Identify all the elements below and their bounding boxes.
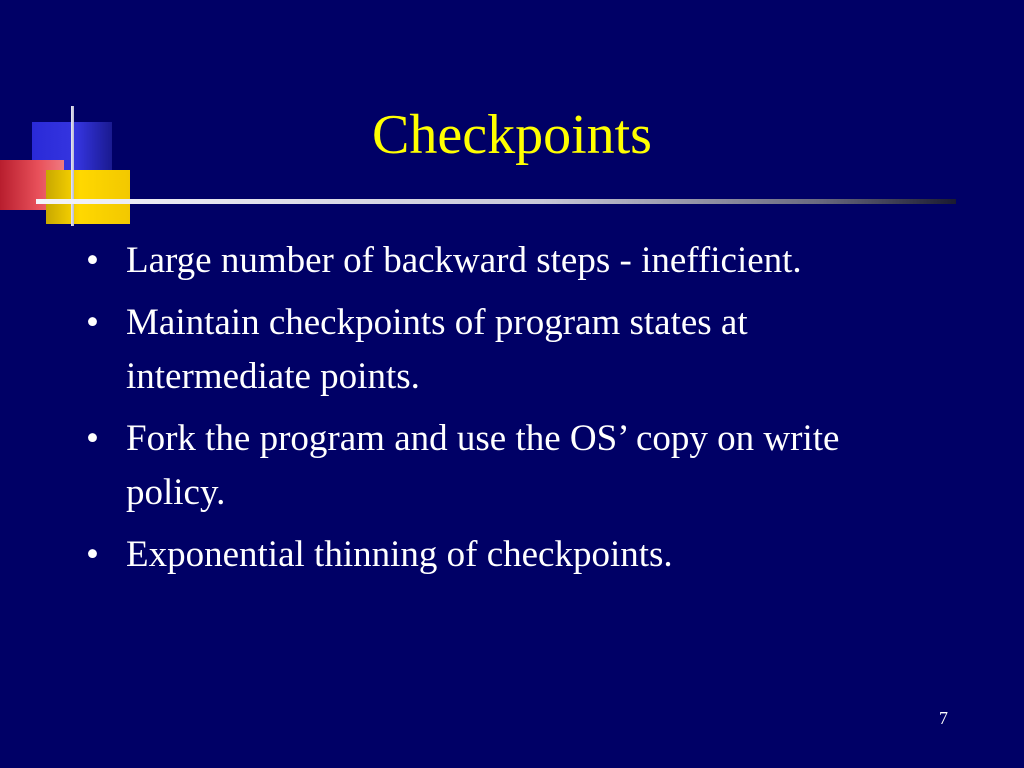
bullet-icon: • (86, 534, 99, 575)
bullet-item (86, 234, 926, 288)
bullet-text: Large number of backward steps - inefficient. (126, 240, 802, 281)
bullet-text: Exponential thinning of checkpoints. (126, 534, 673, 575)
slide-title: Checkpoints (372, 104, 652, 166)
page-number: 7 (939, 708, 948, 728)
bullet-item (86, 528, 926, 582)
bullet-icon: • (86, 418, 99, 459)
bullet-text: Maintain checkpoints of program states at intermediate points. (126, 302, 748, 397)
bullet-icon: • (86, 302, 99, 343)
bullet-item (86, 296, 926, 404)
bullet-list (86, 234, 926, 590)
bullet-icon: • (86, 240, 99, 281)
title-underline (36, 199, 956, 204)
bullet-text: Fork the program and use the OS’ copy on write policy. (126, 418, 840, 513)
bullet-item (86, 412, 926, 520)
decorative-yellow-square (46, 170, 130, 224)
